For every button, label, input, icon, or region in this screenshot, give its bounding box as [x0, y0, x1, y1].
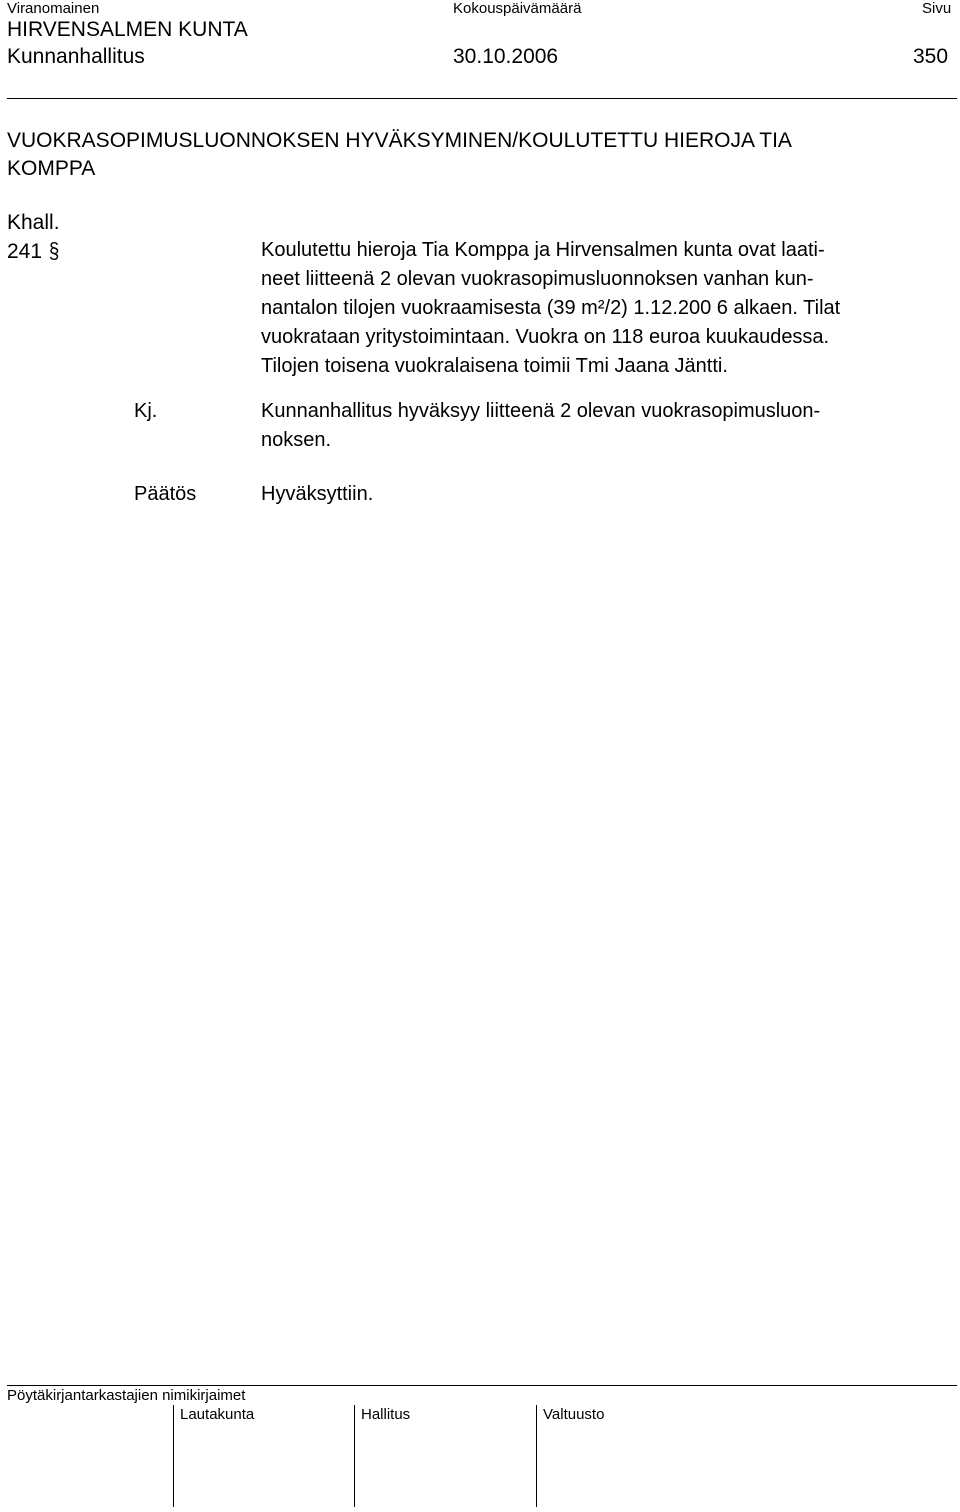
decision-text: Hyväksyttiin.: [261, 483, 374, 505]
header-label-page: Sivu: [922, 0, 952, 17]
section-body: [261, 236, 840, 381]
header-divider: [7, 98, 957, 99]
proposal-line: noksen.: [261, 429, 332, 451]
proposal-line: Kunnanhallitus hyväksyy liitteenä 2 olevan vuokrasopimusluon-: [261, 400, 821, 422]
section-khall-label: Khall.: [7, 211, 60, 234]
decision-label: Päätös: [134, 483, 197, 505]
header-page-number: 350: [913, 45, 949, 68]
item-title-line-1: VUOKRASOPIMUSLUONNOKSEN HYVÄKSYMINEN/KOULUTETTU HIEROJA TIA: [7, 129, 792, 152]
header-date: 30.10.2006: [453, 45, 559, 68]
section-sign-icon: §: [48, 238, 60, 263]
item-title-line-2: KOMPPA: [7, 157, 96, 180]
section-body-line: Tilojen toisena vuokralaisena toimii Tmi Jaana Jäntti.: [261, 355, 728, 377]
footer-divider: [7, 1385, 957, 1386]
footer-column-line-2: [354, 1405, 355, 1507]
header-municipality: HIRVENSALMEN KUNTA: [7, 18, 248, 41]
section-body-line: vuokrataan yritystoimintaan. Vuokra on 118 euroa kuukaudessa.: [261, 326, 830, 348]
footer-column-line-3: [536, 1405, 537, 1507]
footer-column-executive: Hallitus: [361, 1406, 411, 1423]
footer-column-board: Lautakunta: [180, 1406, 255, 1423]
section-number: [7, 238, 60, 265]
footer-column-line-1: [173, 1405, 174, 1507]
item-title: [7, 127, 792, 183]
section-body-line: Koulutettu hieroja Tia Komppa ja Hirvensalmen kunta ovat laati-: [261, 239, 825, 261]
section-body-line: nantalon tilojen vuokraamisesta (39 m²/2) 1.12.200 6 alkaen. Tilat: [261, 297, 841, 319]
section-number-value: 241: [7, 240, 43, 263]
header-organ: Kunnanhallitus: [7, 45, 145, 68]
header-label-authority: Viranomainen: [7, 0, 100, 17]
footer-column-council: Valtuusto: [543, 1406, 605, 1423]
header-label-meeting-date: Kokouspäivämäärä: [453, 0, 582, 17]
proposal-label: Kj.: [134, 400, 158, 422]
footer-signatures-label: Pöytäkirjantarkastajien nimikirjaimet: [7, 1387, 246, 1404]
proposal-text: [261, 397, 820, 455]
section-body-line: neet liitteenä 2 olevan vuokrasopimusluonnoksen vanhan kun-: [261, 268, 814, 290]
